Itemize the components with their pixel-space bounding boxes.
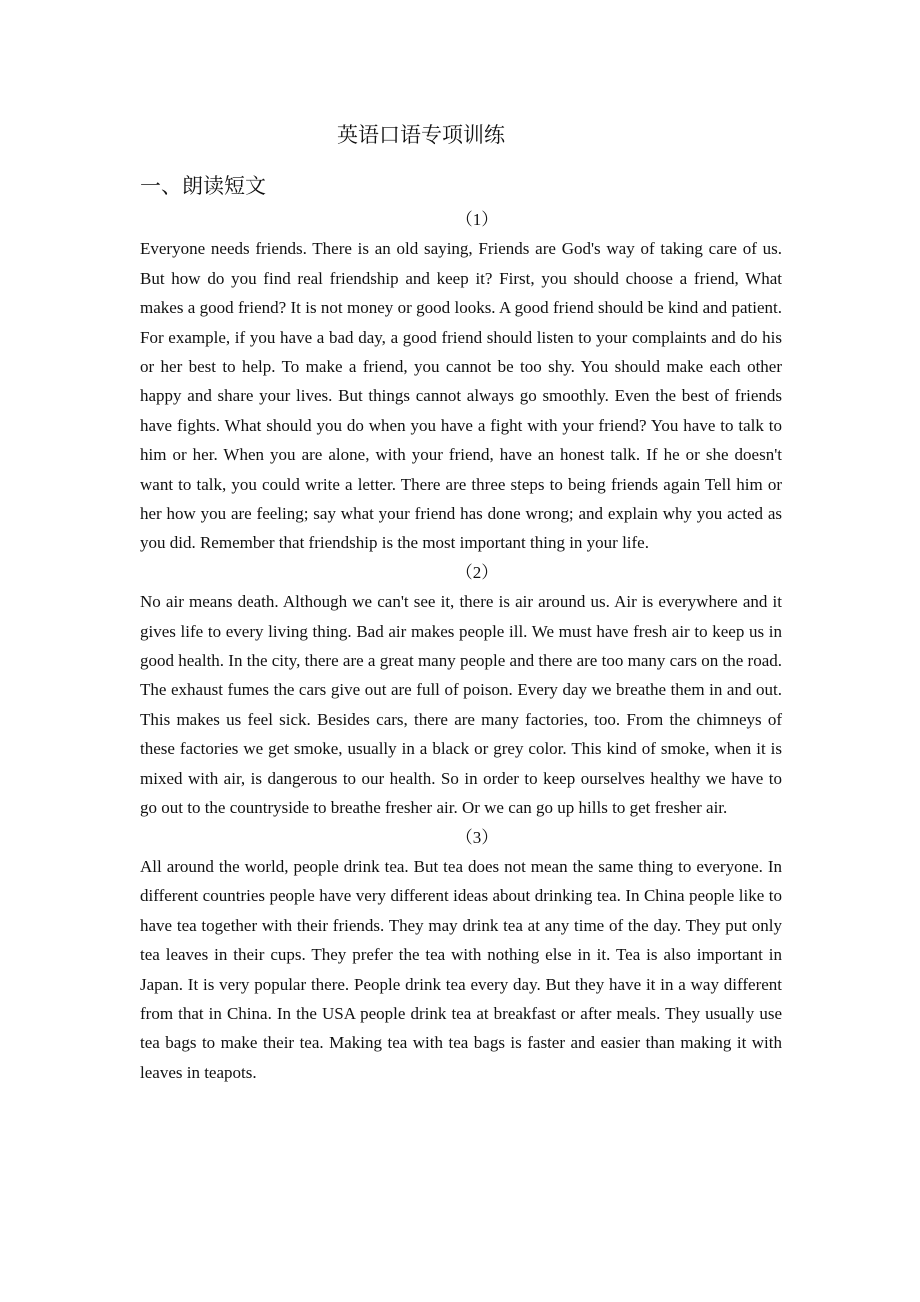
passage-number: （2） <box>455 562 499 582</box>
passage-3 <box>140 823 782 1088</box>
passage-2 <box>140 558 782 823</box>
passage-text: Everyone needs friends. There is an old saying, Friends are God's way of taking care of us. But how do you find real friendship and keep it? First, you should choose a friend, What makes a good friend? It is not money or good looks. A good friend should be kind and patient. For example, if you have a bad day, a good friend should listen to your complaints and do his or her best to help. To make a friend, you cannot be too shy. You should make each other happy and share your lives. But things cannot always go smoothly. Even the best of friends have fights. What should you do when you have a fight with your friend? You have to talk to him or her. When you are alone, with your friend, have an honest talk. If he or she doesn't want to talk, you could write a letter. There are three steps to being friends again Tell him or her how you are feeling; say what your friend has done wrong; and explain why you acted as you did. Remember that friendship is the most important thing in your life. <box>140 239 782 553</box>
document-title: 英语口语专项训练 <box>337 123 505 147</box>
passage-1 <box>140 205 782 558</box>
passage-number: （3） <box>455 827 499 847</box>
passage-number: （1） <box>455 210 499 229</box>
passage-text: No air means death. Although we can't see it, there is air around us. Air is everywhere and it gives life to every living thing. Bad air makes people ill. We must have fresh air to keep us in good health. In the city, there are a great many people and there are too many cars on the road. The exhaust fumes the cars give out are full of poison. Every day we breathe them in and out. This makes us feel sick. Besides cars, there are many factories, too. From the chimneys of these factories we get smoke, usually in a black or grey color. This kind of smoke, when it is mixed with air, is dangerous to our health. So in order to keep ourselves healthy we have to go out to the countryside to breathe fresher air. Or we can go up hills to get fresher air. <box>140 592 782 818</box>
passages-area <box>140 205 782 1087</box>
section-heading: 一、朗读短文 <box>140 174 266 198</box>
passage-text: All around the world, people drink tea. But tea does not mean the same thing to everyone. In different countries people have very different ideas about drinking tea. In China people like to have tea together with their friends. They may drink tea at any time of the day. They put only tea leaves in their cups. They prefer the tea with nothing else in it. Tea is also important in Japan. It is very popular there. People drink tea every day. But they have it in a way different from that in China. In the USA people drink tea at breakfast or after meals. They usually use tea bags to make their tea. Making tea with tea bags is faster and easier than making it with leaves in teapots. <box>140 856 782 1082</box>
